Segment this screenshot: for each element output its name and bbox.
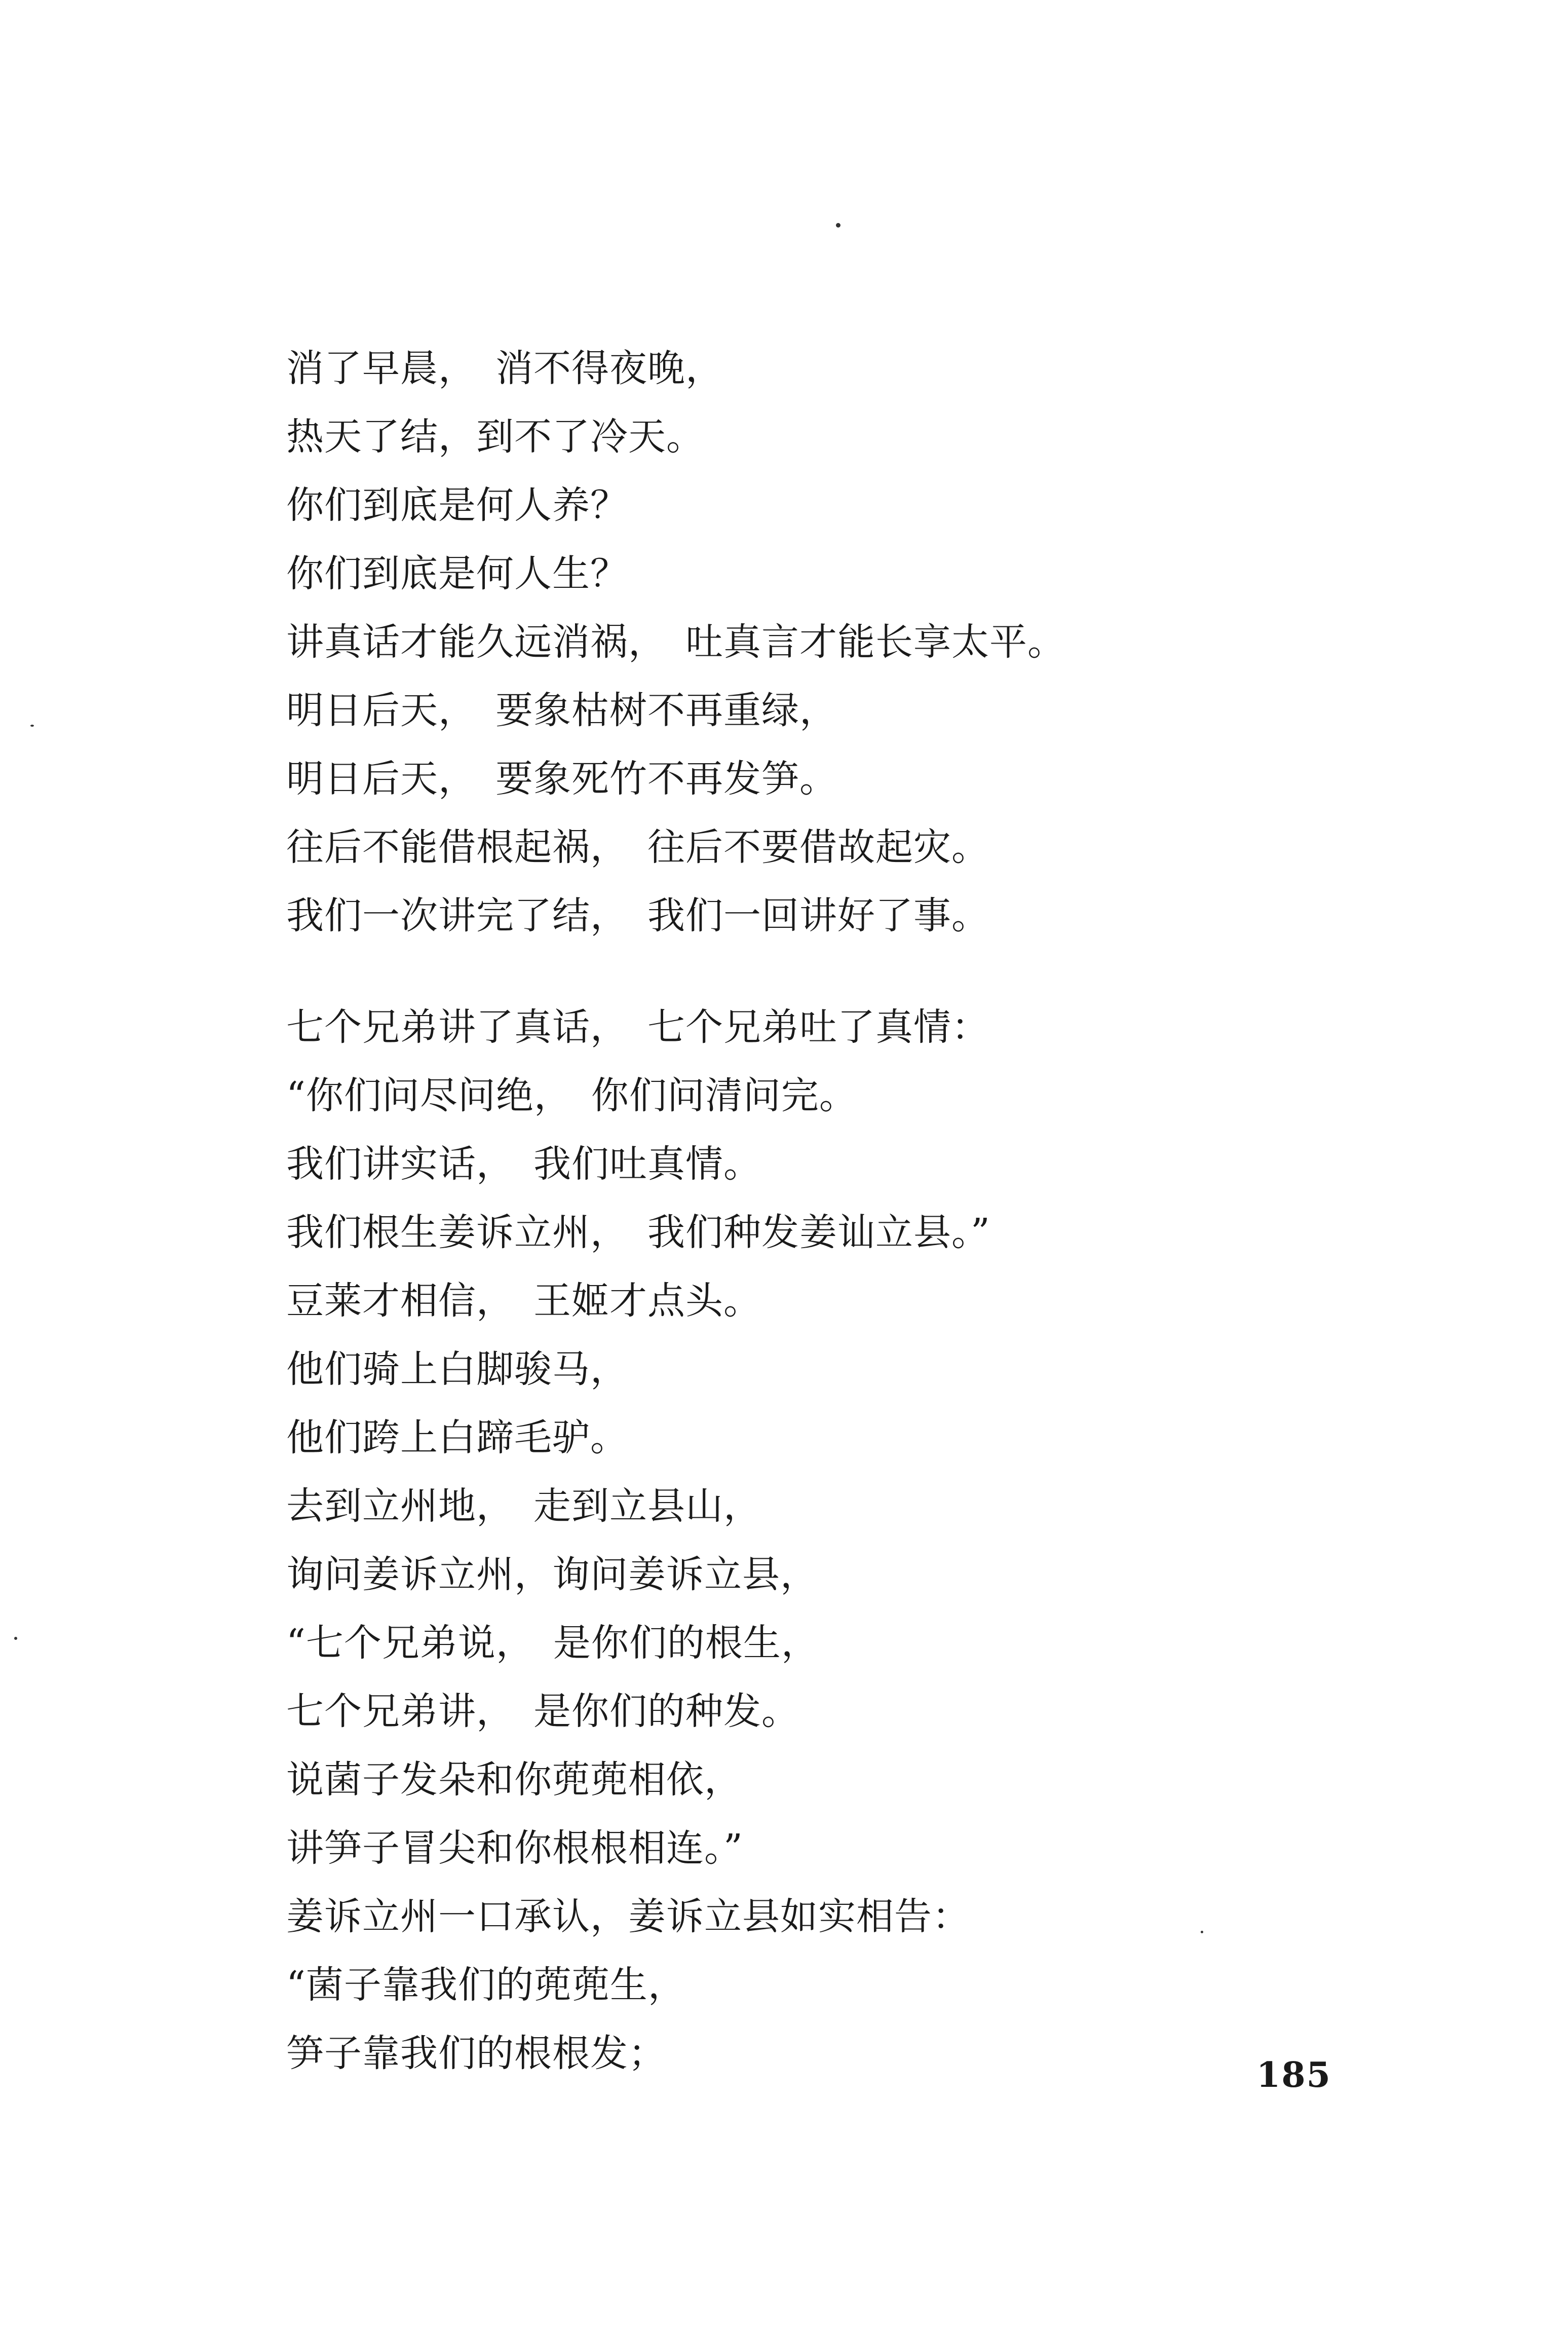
verse-line: 说菌子发朵和你蔸蔸相依，: [286, 1758, 742, 1802]
scan-speck: [836, 223, 840, 228]
verse-line: “你们问尽问绝， 你们问清问完。: [286, 1074, 857, 1117]
verse-line: 明日后天， 要象死竹不再发笋。: [286, 757, 837, 801]
verse-line: 去到立州地， 走到立县山，: [286, 1484, 761, 1528]
stanza-2: [286, 993, 1502, 2088]
verse-line: 笋子靠我们的根根发；: [286, 2032, 666, 2075]
verse-line: “菌子靠我们的蔸蔸生，: [286, 1963, 686, 2007]
verse-line: 豆莱才相信， 王姬才点头。: [286, 1279, 761, 1323]
verse-line: 七个兄弟讲， 是你们的种发。: [286, 1690, 799, 1733]
verse-line: 我们讲实话， 我们吐真情。: [286, 1142, 761, 1186]
verse-line: 他们骑上白脚骏马，: [286, 1347, 628, 1391]
verse-line: 往后不能借根起祸， 往后不要借故起灾。: [286, 826, 989, 869]
stanza-1: [286, 334, 1502, 950]
verse-line: 讲真话才能久远消祸， 吐真言才能长享太平。: [286, 620, 1065, 664]
verse-line: 你们到底是何人养？: [286, 483, 628, 527]
scan-speck: [30, 725, 34, 727]
verse-line: 你们到底是何人生？: [286, 552, 628, 595]
verse-line: 姜诉立州一口承认，姜诉立县如实相告：: [286, 1895, 970, 1938]
page-number: 185: [1256, 2055, 1331, 2095]
verse-line: 明日后天， 要象枯树不再重绿，: [286, 689, 837, 732]
scan-speck: [14, 1637, 17, 1640]
verse-line: 讲笋子冒尖和你根根相连。”: [286, 1826, 743, 1870]
verse-line: 询问姜诉立州，询问姜诉立县，: [286, 1553, 818, 1596]
verse-line: 我们根生姜诉立州， 我们种发姜讪立县。”: [286, 1211, 990, 1254]
verse-line: 他们跨上白蹄毛驴。: [286, 1416, 628, 1459]
verse-line: 我们一次讲完了结， 我们一回讲好了事。: [286, 894, 989, 938]
verse-line: 七个兄弟讲了真话， 七个兄弟吐了真情：: [286, 1005, 989, 1049]
verse-line: 热天了结，到不了冷天。: [286, 415, 704, 459]
verse-line: 消了早晨， 消不得夜晚，: [286, 347, 723, 390]
verse-line: “七个兄弟说， 是你们的根生，: [286, 1621, 819, 1665]
